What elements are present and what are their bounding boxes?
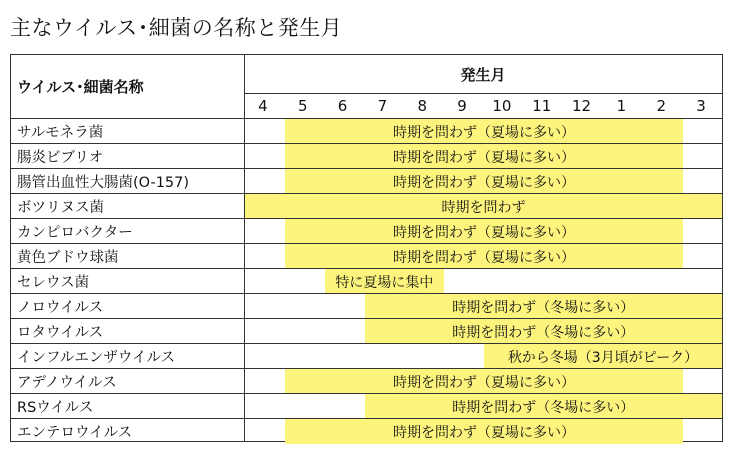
period-bar: 時期を問わず（夏場に多い）	[285, 244, 683, 269]
period-bar: 時期を問わず（夏場に多い）	[285, 144, 683, 169]
period-bar: 時期を問わず（夏場に多い）	[285, 219, 683, 244]
period-bar: 秋から冬場（3月頃がピーク）	[484, 344, 722, 369]
period-bar: 時期を問わず（冬場に多い）	[365, 394, 723, 419]
period-column-header: 発生月	[460, 65, 506, 84]
pathogen-name: エンテロウイルス	[17, 425, 133, 441]
pathogen-name: カンピロバクター	[17, 225, 133, 241]
pathogen-name: 腸炎ビブリオ	[17, 150, 104, 166]
month-label: 11	[532, 96, 552, 115]
month-label: 3	[696, 96, 706, 115]
pathogen-name: アデノウイルス	[17, 375, 117, 391]
pathogen-name: RSウイルス	[17, 400, 94, 416]
outbreak-month-table	[10, 54, 723, 442]
month-label: 4	[258, 96, 268, 115]
pathogen-name: インフルエンザウイルス	[17, 350, 176, 366]
pathogen-name: ノロウイルス	[17, 300, 104, 316]
pathogen-name: 腸管出血性大腸菌(O-157)	[17, 175, 190, 191]
pathogen-name: ロタウイルス	[17, 325, 104, 341]
month-label: 9	[457, 96, 467, 115]
period-bar: 時期を問わず	[245, 194, 722, 219]
period-bar: 時期を問わず（夏場に多い）	[285, 169, 683, 194]
period-bar: 特に夏場に集中	[325, 269, 445, 294]
month-label: 2	[656, 96, 667, 115]
period-bar: 時期を問わず（夏場に多い）	[285, 119, 683, 144]
pathogen-name: ボツリヌス菌	[17, 200, 104, 216]
month-label: 1	[616, 96, 627, 115]
month-label: 8	[417, 96, 428, 115]
pathogen-name: 黄色ブドウ球菌	[17, 250, 119, 266]
month-label: 12	[572, 96, 592, 115]
month-label: 7	[377, 96, 388, 115]
pathogen-name: サルモネラ菌	[17, 125, 104, 141]
name-column-header: ウイルス･細菌名称	[17, 78, 144, 96]
page-title: 主なウイルス･細菌の名称と発生月	[10, 16, 343, 40]
period-bar: 時期を問わず（夏場に多い）	[285, 419, 683, 444]
month-label: 10	[492, 96, 512, 115]
period-bar: 時期を問わず（冬場に多い）	[365, 294, 723, 319]
month-label: 6	[337, 96, 348, 115]
month-label: 5	[297, 96, 308, 115]
pathogen-name: セレウス菌	[17, 275, 90, 291]
period-bar: 時期を問わず（夏場に多い）	[285, 369, 683, 394]
period-bar: 時期を問わず（冬場に多い）	[365, 319, 723, 344]
